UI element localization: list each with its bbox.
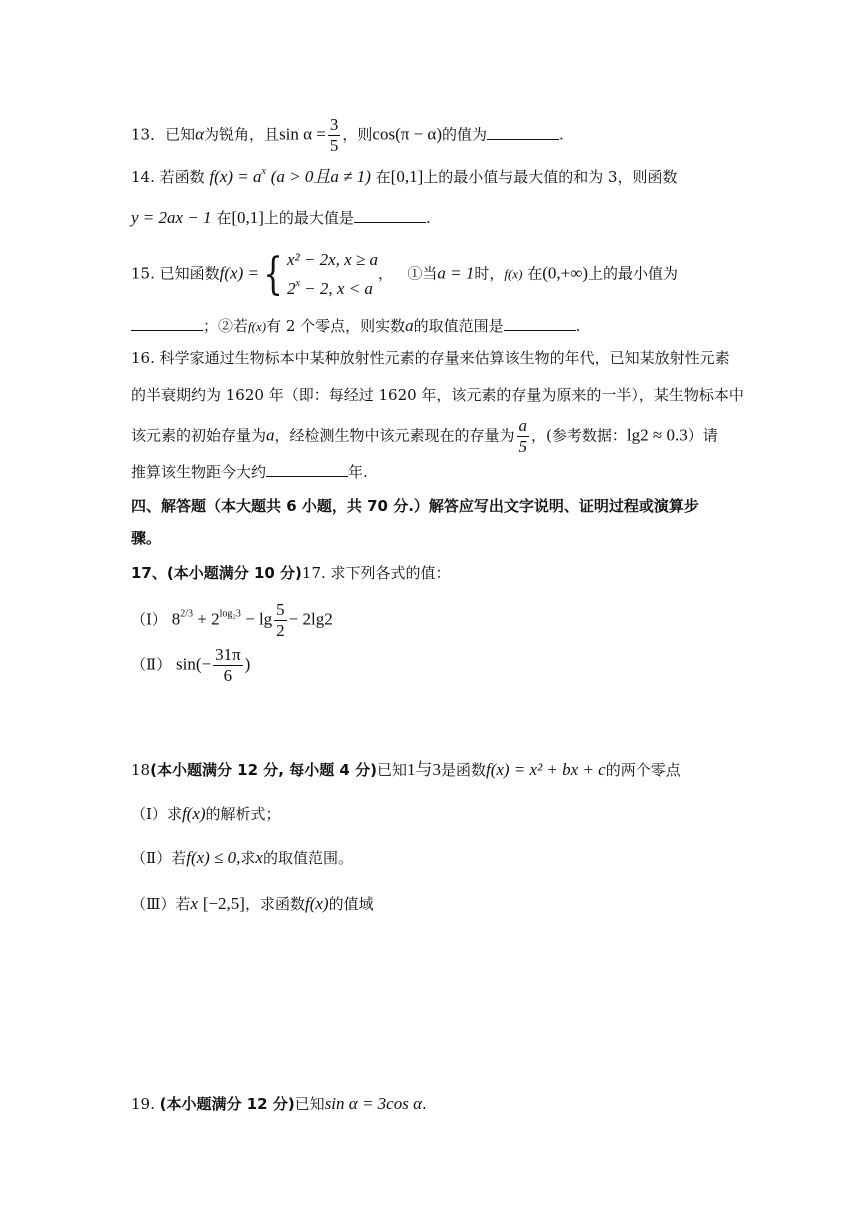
question-16-line4: 推算该生物距今大约 年. xyxy=(131,463,368,481)
question-13: 13．已知α为锐角，且sin α = $\frac{3}{5}$ ，则cos(π − α)的值为 . xyxy=(131,115,564,155)
question-18-part2: （Ⅱ）若f(x) ≤ 0,求x的取值范围。 xyxy=(131,848,353,867)
question-15: 15. 已知函数f(x) ={ x² − 2x, x ≥ a $2^x - 2$, x < a ， ①当a = 1时，f(x) 在(0,+∞)上的最小值为 xyxy=(131,248,678,300)
section-4-heading-line2: 骤。 xyxy=(131,529,162,547)
question-14-line2: y = 2ax − 1 在[0,1]上的最大值是 . xyxy=(131,208,431,227)
answer-blank xyxy=(354,208,426,223)
question-16-line2: 的半衰期约为 1620 年（即：每经过 1620 年，该元素的存量为原来的一半），某生物标本中 xyxy=(131,386,744,404)
question-17-title: 17、(本小题满分 10 分)17. 求下列各式的值： xyxy=(131,564,451,582)
fraction: $\frac{3}{5}$ xyxy=(329,115,339,155)
question-18-part1: （Ⅰ）求f(x)的解析式； xyxy=(131,804,281,823)
fraction: $\frac{5}{2}$ xyxy=(276,600,285,640)
question-17-part2: （Ⅱ） sin(− $\frac{31\pi}{6}$ ) xyxy=(131,645,251,685)
fraction: $\frac{31\pi}{6}$ xyxy=(215,645,241,685)
question-18-title: 18(本小题满分 12 分, 每小题 4 分)已知1与3是函数f(x) = x² + bx + c的两个零点 xyxy=(131,760,681,779)
answer-blank xyxy=(131,316,203,331)
answer-blank xyxy=(504,316,576,331)
answer-blank xyxy=(266,462,348,477)
question-17-part1: （Ⅰ） $8^{2/3} + 2^{log_23} - \lg$ $\frac{5}{2}$ − 2lg2 xyxy=(131,600,333,640)
fraction: $\frac{a}{5}$ xyxy=(518,416,528,456)
question-16-line1: 16. 科学家通过生物标本中某种放射性元素的存量来估算该生物的年代，已知某放射性元素 xyxy=(131,349,730,367)
question-18-part3: （Ⅲ）若x [−2,5]，求函数f(x)的值域 xyxy=(131,894,374,913)
question-15-line2: ；②若f(x)有 2 个零点，则实数a的取值范围是 . xyxy=(131,316,580,337)
question-19: 19. (本小题满分 12 分)已知sin α = 3cos α. xyxy=(131,1094,427,1113)
question-14: 14. 若函数 $f(x) = a^x$ (a > 0且a ≠ 1) 在[0,1]上的最小值与最大值的和为 3，则函数 xyxy=(131,166,678,186)
answer-blank xyxy=(487,125,559,140)
piecewise-cases: x² − 2x, x ≥ a $2^x - 2$, x < a xyxy=(286,250,379,298)
section-4-heading: 四、解答题（本大题共 6 小题，共 70 分.）解答应写出文字说明、证明过程或演算步 xyxy=(131,497,699,515)
question-16-line3: 该元素的初始存量为a，经检测生物中该元素现在的存量为 $\frac{a}{5}$ ，(参考数据：lg2 ≈ 0.3）请 xyxy=(131,416,718,456)
brace: { xyxy=(263,248,283,300)
q13-number: 13． xyxy=(131,125,166,144)
